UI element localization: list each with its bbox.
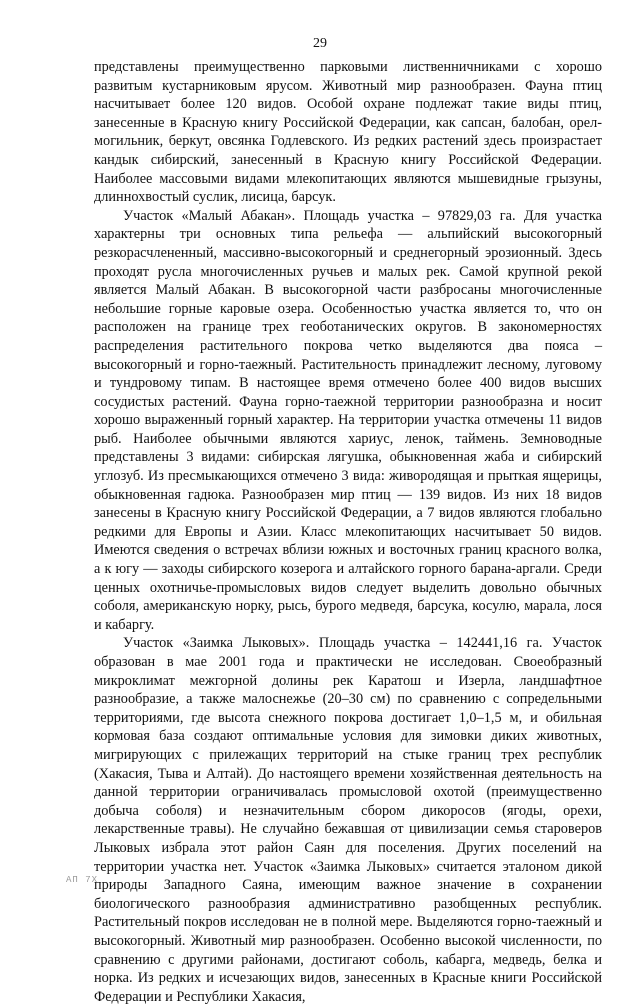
page-number: 29 (313, 36, 327, 51)
paragraph-zaimka-lykovykh: Участок «Заимка Лыковых». Площадь участка – 142441,16 га. Участок образован в мае 2001 года и практически не исследован. Своеобразный микроклимат межгорной долины рек Каратош и Изерла, ландшафтное разнообразие, а также малоснежье (20–30 см) по сравнению с сопредельными территориями, где высота снежного покрова достигает 1,0–1,5 м, и обильная кормовая база создают оптимальные условия для зимовки диких животных, мигрирующих с прилежащих территорий на стыке границ трех республик (Хакасия, Тыва и Алтай). До настоящего времени хозяйственная деятельность на данной территории ограничивалась промысловой охотой (преимущественно добыча соболя) и незначительным сбором дикоросов (ягоды, орехи, лекарственные травы). Не случайно бежавшая от цивилизации семья староверов Лыковых избрала этот район Саян для поселения. Других поселений на территории участка нет. Участок «Заимка Лыковых» считается эталоном дикой природы Западного Саяна, имеющим важное значение в сохранении биологического разнообразия административно разобщенных республик. Растительный покров исследован не в полной мере. Выделяются горно-таежный и высокогорный. Животный мир разнообразен. Особенно высокой численности, по сравнению с другими районами, достигают соболь, кабарга, медведь, белка и норка. Из редких и исчезающих видов, занесенных в Красные книги Российской Федерации и Республики Хакасия, (94, 635, 602, 1005)
paragraph-malyi-abakan: Участок «Малый Абакан». Площадь участка – 97829,03 га. Для участка характерны три основных типа рельефа — альпийский высокогорный резкорасчлененный, массивно-высокогорный и среднегорный эрозионный. Здесь проходят русла многочисленных ручьев и малых рек. Самой крупной рекой является Малый Абакан. В высокогорной части разбросаны многочисленные небольшие горные каровые озера. Особенностью участка является то, что он расположен на границе трех геоботанических округов. В закономерностях распределения растительного покрова четко выделяются два пояса – высокогорный и горно-таежный. Растительность принадлежит лесному, луговому и тундровому типам. В настоящее время отмечено более 400 видов высших сосудистых растений. Фауна горно-таежной территории разнообразна и носит хорошо выраженный горный характер. На территории участка отмечены 11 видов рыб. Наиболее обычными являются хариус, ленок, таймень. Земноводные представлены 3 видами: сибирская лягушка, обыкновенная жаба и сибирский углозуб. Из пресмыкающихся отмечено 3 вида: живородящая и прыткая ящерицы, обыкновенная гадюка. Разнообразен мир птиц — 139 видов. Из них 18 видов занесены в Красную книгу Российской Федерации, а 7 видов являются глобально редкими для Европы и Азии. Класс млекопитающих насчитывает 50 видов. Имеются сведения о встречах вблизи южных и восточных границ красного волка, а к югу — заходы сибирского козерога и алтайского горного барана-аргали. Среди ценных охотничье-промысловых видов следует выделить довольно обычных соболя, американскую норку, рысь, бурого медведя, барсука, косулю, марала, лося и кабаргу. (94, 207, 602, 633)
paragraph-continuation: представлены преимущественно парковыми лиственничниками с хорошо развитым кустарниковым ярусом. Животный мир разнообразен. Фауна птиц насчитывает более 120 видов. Особой охране подлежат такие виды птиц, занесенные в Красную книгу Российской Федерации, как сапсан, балобан, орел-могильник, беркут, овсянка Годлевского. Из редких растений здесь произрастает кандык сибирский, занесенный в Красную книгу Российской Федерации. Наиболее массовыми видами млекопитающих являются мышевидные грызуны, длиннохвостый суслик, лисица, барсук. (94, 59, 602, 206)
footer-mark: АП 7Х (66, 875, 99, 885)
document-body (94, 58, 602, 1006)
